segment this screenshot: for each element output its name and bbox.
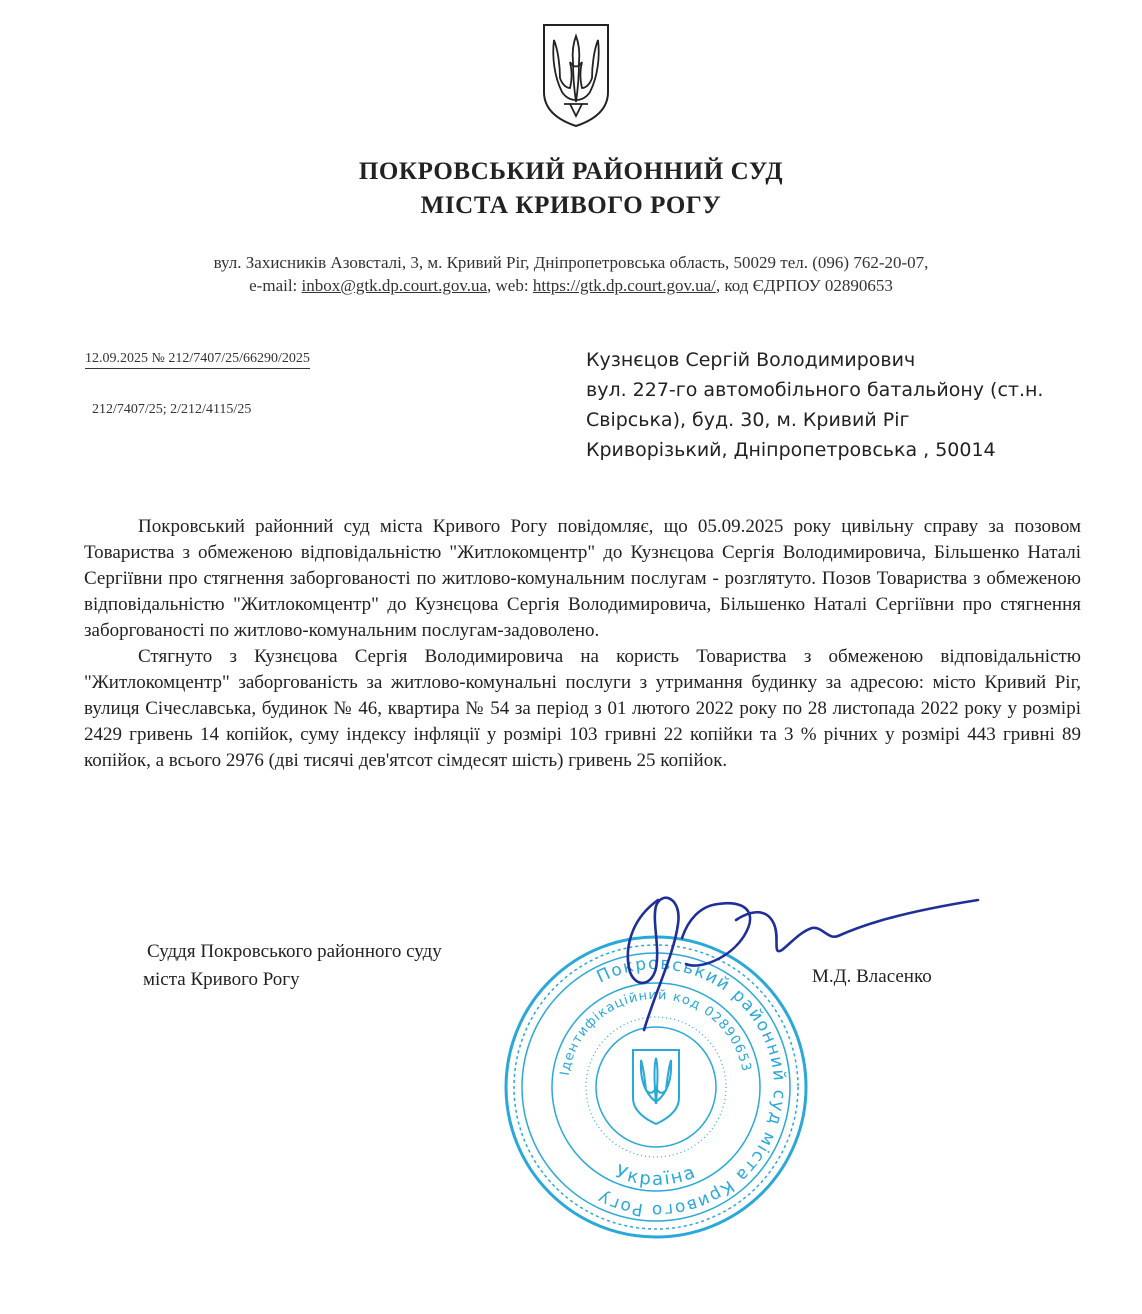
letter-body — [84, 514, 1081, 774]
edrpou-code: , код ЄДРПОУ 02890653 — [715, 276, 893, 295]
recipient-address-line2: Свірська), буд. 30, м. Кривий Ріг — [586, 409, 910, 431]
web-link[interactable]: https://gtk.dp.court.gov.ua/ — [532, 276, 716, 295]
recipient-address-line3: Криворізький, Дніпропетровська , 50014 — [586, 439, 996, 461]
court-name-line2: МІСТА КРИВОГО РОГУ — [420, 192, 722, 219]
recipient-address-line1: вул. 227-го автомобільного батальйону (ст.н. — [586, 379, 1044, 401]
signatory-title-line1: Суддя Покровського районного суду — [147, 941, 442, 962]
email-label: e-mail: — [249, 276, 298, 295]
body-paragraph-2: Стягнуто з Кузнєцова Сергія Володимировича на користь Товариства з обмеженою відповідальністю "Житлокомцентр" заборгованість за житлово-комунальні послуги з утримання будинку за адресою: місто Кривий Ріг, вулиця Січеславська, будинок № 46, квартира № 54 за період з 01 лютого 2022 року по 28 листопада 2022 року у розмірі 2429 гривень 14 копійок, суму індексу інфляції у розмірі 103 гривні 22 копійки та 3 % річних у розмірі 443 гривні 89 копійок, а всього 2976 (дві тисячі дев'ятсот сімдесят шість) гривень 25 копійок. — [84, 646, 1081, 771]
email-link[interactable]: inbox@gtk.dp.court.gov.ua — [301, 276, 488, 295]
seal-inner-text: Ідентифікаційний код 02890653 — [557, 987, 754, 1077]
outgoing-number: 12.09.2025 № 212/7407/25/66290/2025 — [85, 351, 310, 369]
body-paragraph-1: Покровський районний суд міста Кривого Рогу повідомляє, що 05.09.2025 року цивільну справу за позовом Товариства з обмеженою відповідальністю "Житлокомцентр" до Кузнєцова Сергія Володимировича, Більшенко Наталі Сергіївни про стягнення заборгованості по житлово-комунальним послугам - розглятуто. Позов Товариства з обмеженою відповідальністю "Житлокомцентр" до Кузнєцова Сергія Володимировича, Більшенко Наталі Сергіївни про стягнення заборгованості по житлово-комунальним послугам-задоволено. — [84, 516, 1081, 641]
case-numbers: 212/7407/25; 2/212/4115/25 — [92, 402, 252, 417]
seal-outer-text: Покровський районний суд міста Кривого Рогу — [593, 953, 790, 1221]
coat-of-arms-icon — [540, 22, 612, 128]
court-contacts: e-mail: inbox@gtk.dp.court.gov.ua, web: https://gtk.dp.court.gov.ua/, код ЄДРПОУ 02890653 — [249, 276, 893, 295]
judge-name: М.Д. Власенко — [812, 966, 932, 987]
signatory-title-line2: міста Кривого Рогу — [143, 969, 300, 990]
recipient-name: Кузнєцов Сергій Володимирович — [586, 349, 916, 371]
recipient-block — [586, 345, 1043, 465]
web-label: web: — [495, 276, 529, 295]
signatory-title — [143, 938, 442, 994]
court-address: вул. Захисників Азовсталі, 3, м. Кривий Ріг, Дніпропетровська область, 50029 тел. (096) 762-20-07, — [213, 253, 929, 272]
judge-signature — [560, 880, 980, 1050]
court-name-line1: ПОКРОВСЬКИЙ РАЙОННИЙ СУД — [358, 158, 784, 185]
seal-trident-icon — [633, 1050, 679, 1124]
seal-country: Україна — [612, 1161, 700, 1191]
